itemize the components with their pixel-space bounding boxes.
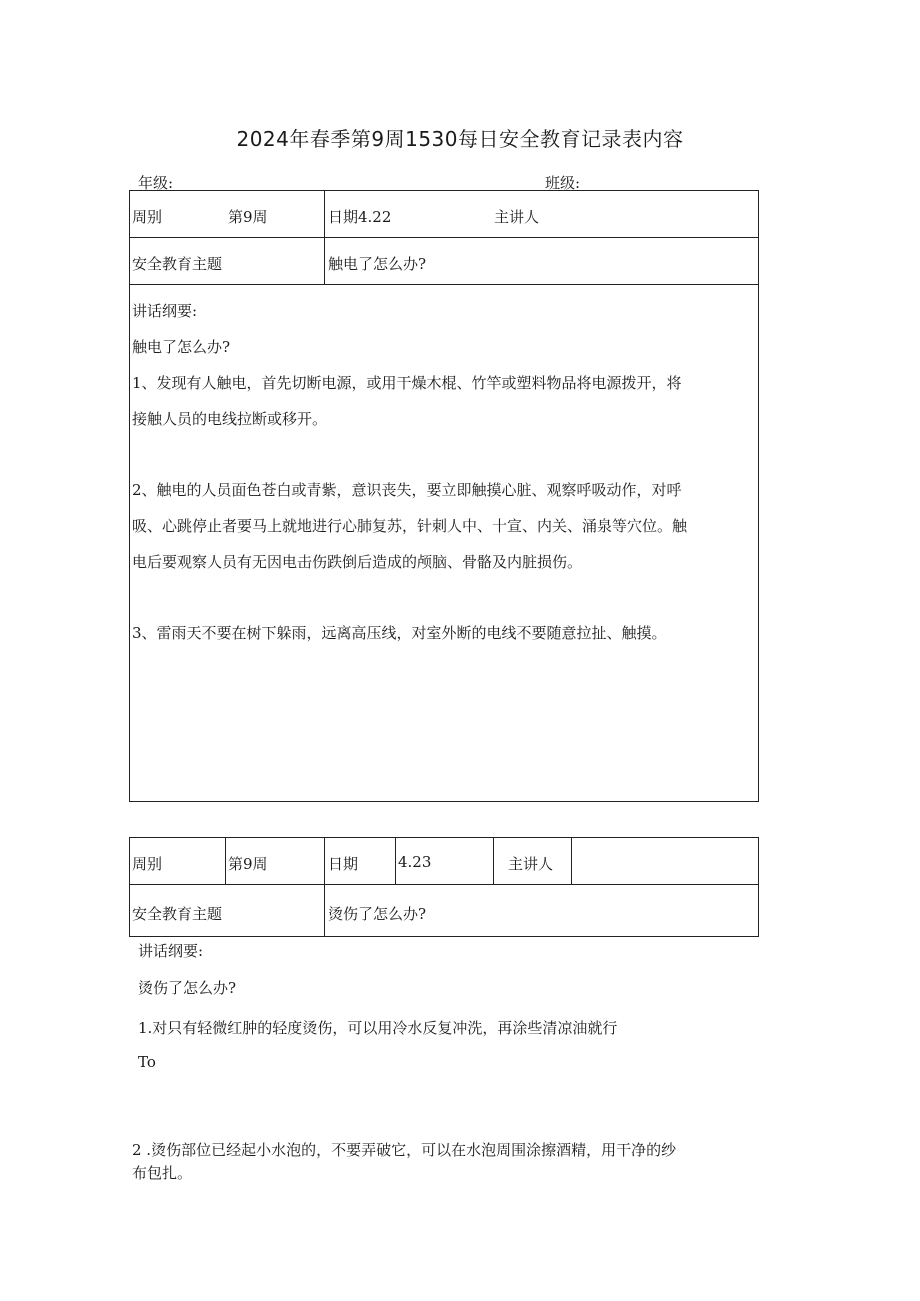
class-label: 班级: [545, 174, 581, 192]
topic-label: 安全教育主题 [132, 905, 223, 923]
week-value: 第9周 [228, 208, 268, 226]
outline-heading: 触电了怎么办? [132, 338, 231, 356]
column-divider [493, 837, 494, 884]
record-2-point-1-line-2: To [138, 1053, 156, 1071]
point-1-line-2: 接触人员的电线拉断或移开。 [132, 410, 328, 428]
column-divider [571, 837, 572, 884]
speaker-label: 主讲人 [494, 208, 540, 226]
column-divider [225, 837, 226, 884]
table-border [129, 837, 759, 937]
date-value: 4.23 [398, 853, 432, 871]
grade-label: 年级: [138, 174, 174, 192]
outline-label: 讲话纲要: [132, 302, 198, 320]
record-2-point-1-line-1: 1.对只有轻微红肿的轻度烫伤，可以用冷水反复冲洗，再涂些清凉油就行 [138, 1019, 618, 1037]
week-value: 第9周 [228, 855, 268, 873]
column-divider [324, 837, 325, 937]
outline-heading-2: 烫伤了怎么办? [138, 979, 237, 997]
topic-label: 安全教育主题 [132, 255, 223, 273]
page-title: 2024年春季第9周1530每日安全教育记录表内容 [236, 127, 684, 151]
outline-label-2: 讲话纲要: [138, 942, 204, 960]
record-2-point-2-line-1: 2 .烫伤部位已经起小水泡的，不要弄破它，可以在水泡周围涂擦酒精，用干净的纱 [132, 1141, 677, 1159]
row-divider [129, 237, 759, 238]
topic-value: 烫伤了怎么办? [328, 905, 427, 923]
row-divider [129, 284, 759, 285]
point-2-line-3: 电后要观察人员有无因电击伤跌倒后造成的颅脑、骨骼及内脏损伤。 [132, 553, 583, 571]
date-label: 日期 [328, 855, 359, 873]
topic-value: 触电了怎么办? [328, 255, 427, 273]
point-2-line-2: 吸、心跳停止者要马上就地进行心肺复苏，针刺人中、十宣、内关、涌泉等穴位。触 [132, 517, 688, 535]
week-label: 周别 [132, 208, 163, 226]
row-divider [129, 884, 759, 885]
speaker-label: 主讲人 [508, 855, 554, 873]
point-2-line-1: 2、触电的人员面色苍白或青紫，意识丧失，要立即触摸心脏、观察呼吸动作，对呼 [132, 481, 682, 499]
record-2-point-2-line-2: 布包扎。 [132, 1164, 193, 1182]
week-label: 周别 [132, 855, 163, 873]
point-1-line-1: 1、发现有人触电，首先切断电源，或用干燥木棍、竹竿或塑料物品将电源拨开，将 [132, 374, 682, 392]
date-value: 日期4.22 [328, 208, 392, 226]
column-divider [395, 837, 396, 884]
point-3: 3、雷雨天不要在树下躲雨，远离高压线，对室外断的电线不要随意拉扯、触摸。 [132, 624, 667, 642]
column-divider [324, 190, 325, 284]
